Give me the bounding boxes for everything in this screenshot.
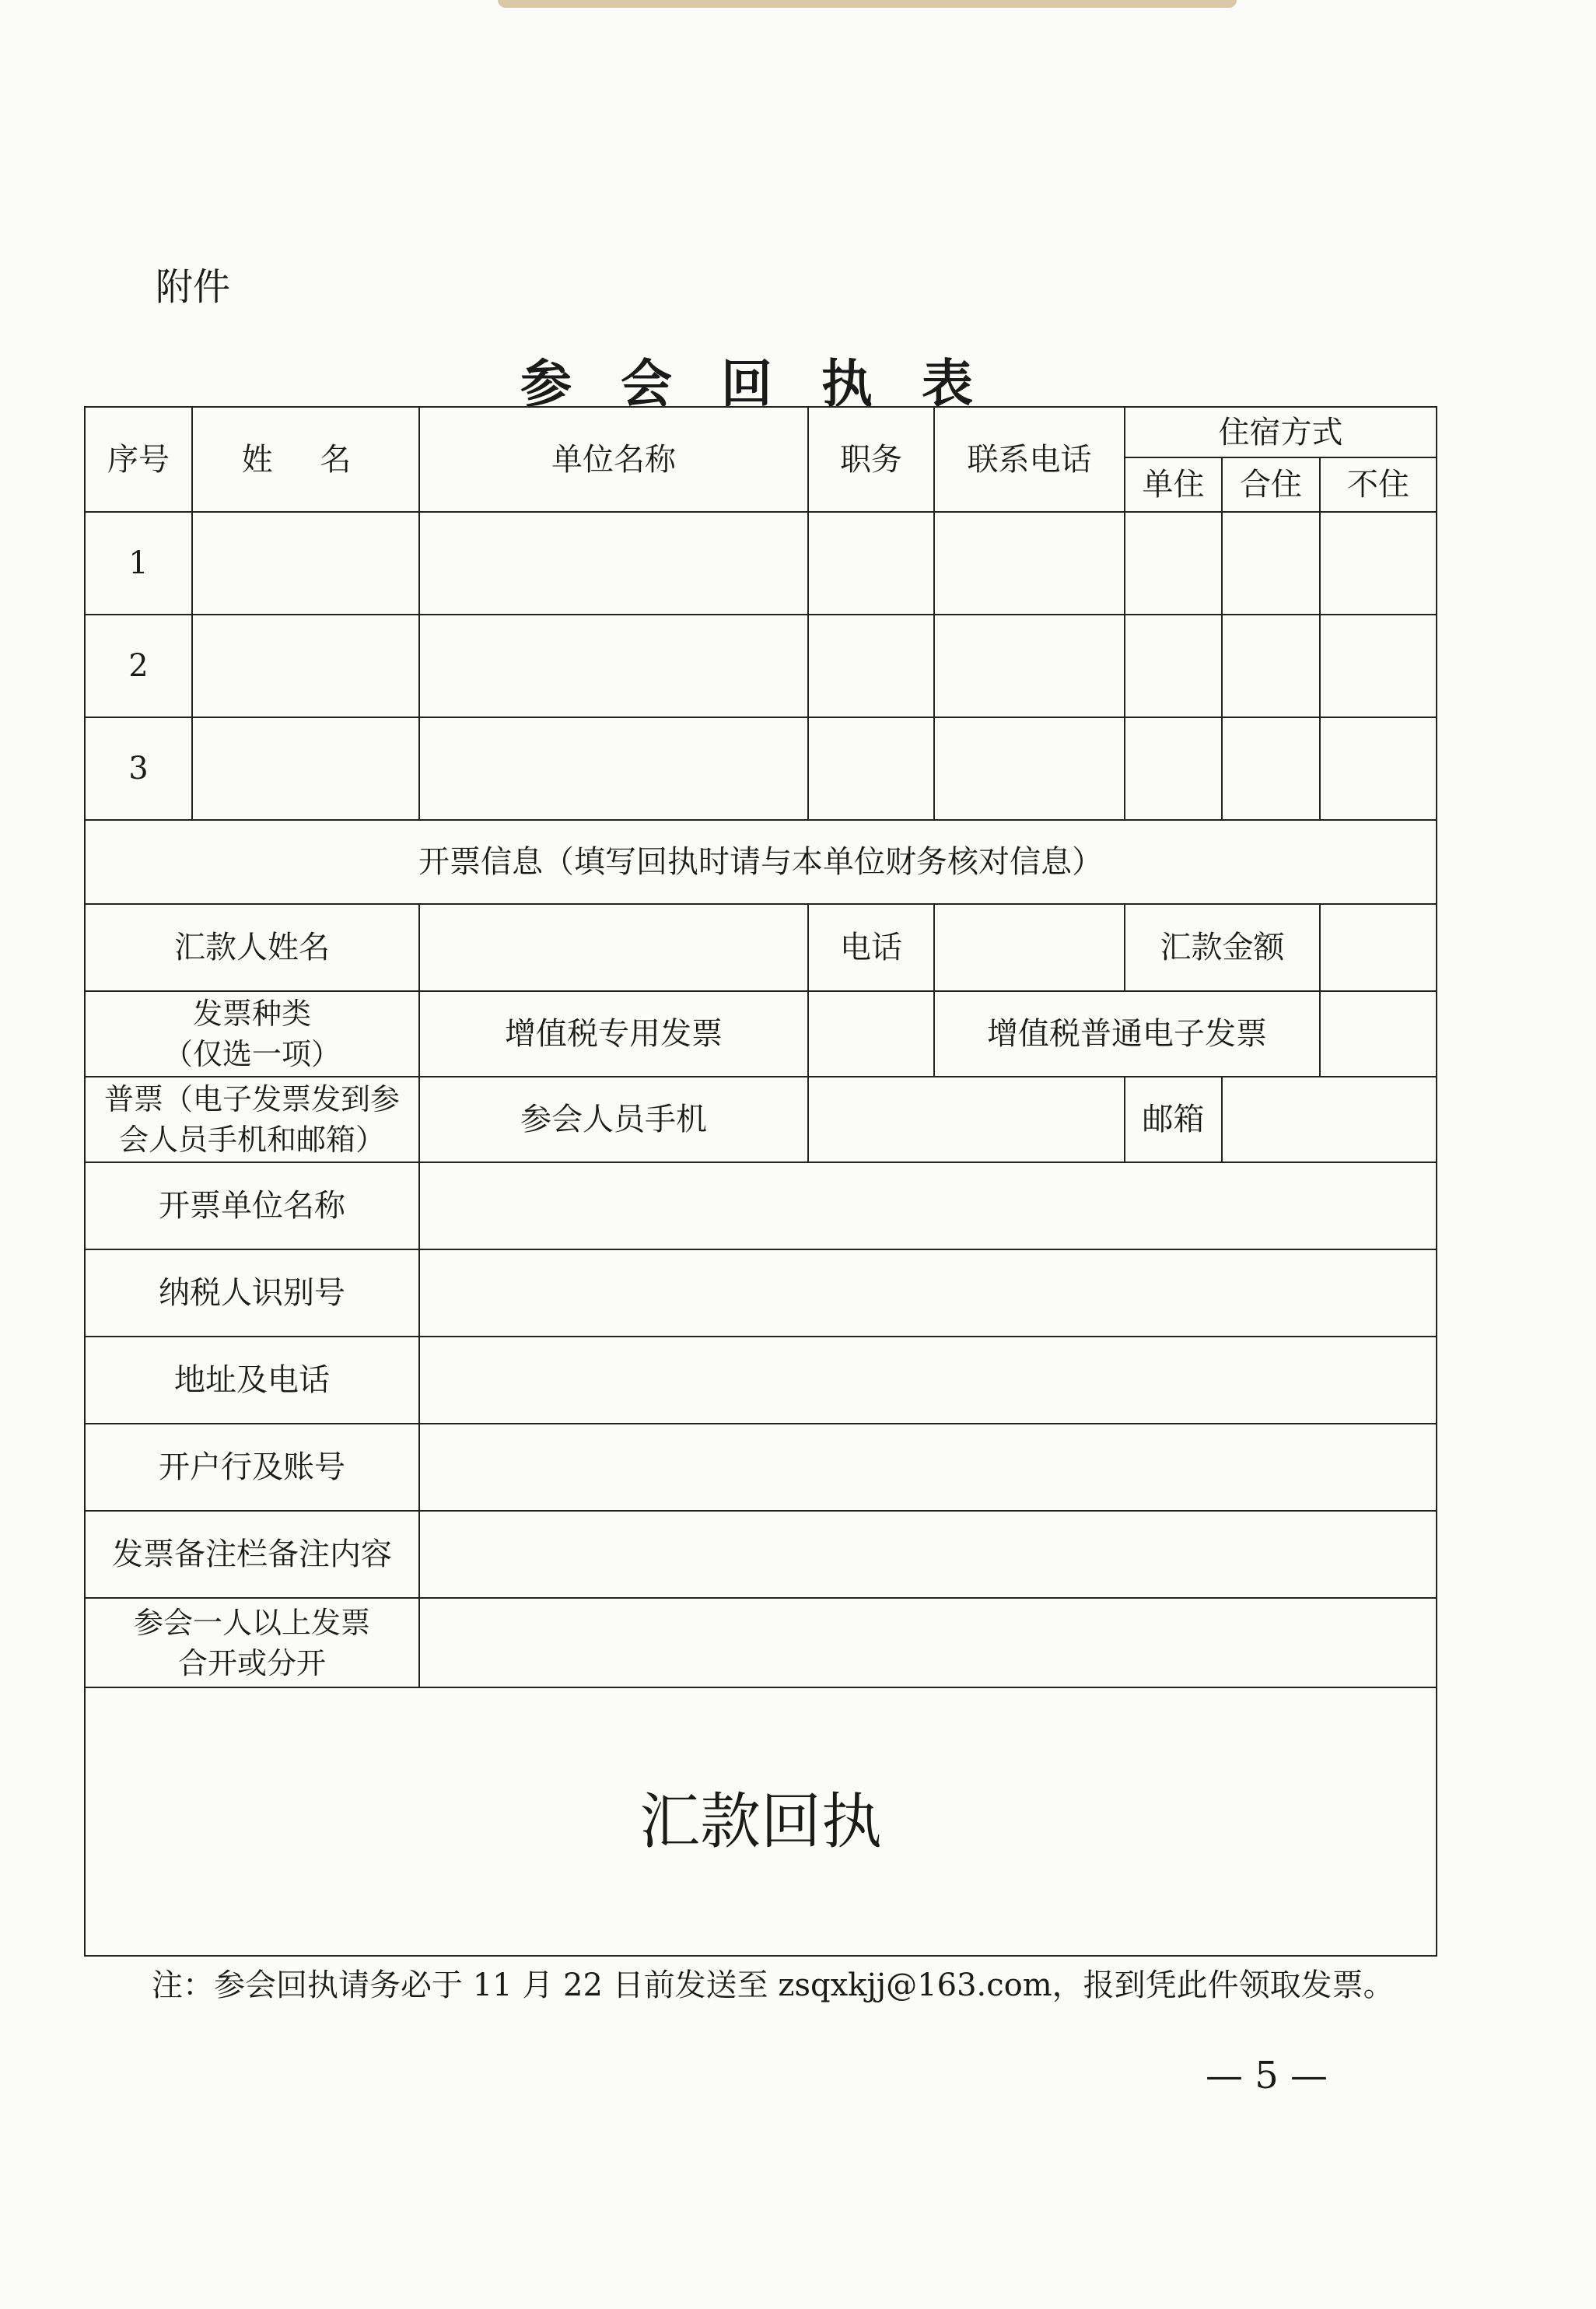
- unit-cell[interactable]: [419, 512, 808, 615]
- name-cell[interactable]: [192, 615, 419, 717]
- email-field[interactable]: [1222, 1077, 1437, 1162]
- lodging-shared-cell[interactable]: [1222, 615, 1320, 717]
- remittance-receipt-area[interactable]: 汇款回执: [85, 1687, 1437, 1956]
- amount-label: 汇款金额: [1125, 904, 1320, 991]
- name-cell[interactable]: [192, 717, 419, 820]
- taxpayer-id-field[interactable]: [419, 1249, 1437, 1337]
- address-phone-label: 地址及电话: [85, 1337, 419, 1424]
- row-number: 2: [85, 615, 192, 717]
- normal-invoice-label: [85, 1077, 419, 1162]
- company-name-field[interactable]: [419, 1162, 1437, 1249]
- attendee-mobile-field[interactable]: [808, 1077, 1125, 1162]
- header-seq: 序号: [85, 407, 192, 512]
- email-label: 邮箱: [1125, 1077, 1222, 1162]
- address-phone-field[interactable]: [419, 1337, 1437, 1424]
- vat-special-label: 增值税专用发票: [419, 991, 808, 1077]
- lodging-none-cell[interactable]: [1320, 615, 1437, 717]
- lodging-none: 不住: [1320, 457, 1437, 512]
- invoice-section-title: 开票信息（填写回执时请与本单位财务核对信息）: [85, 820, 1437, 904]
- attendee-mobile-label: 参会人员手机: [419, 1077, 808, 1162]
- vat-special-checkbox[interactable]: [808, 991, 934, 1077]
- taxpayer-id-label: 纳税人识别号: [85, 1249, 419, 1337]
- phone-cell[interactable]: [934, 512, 1125, 615]
- position-cell[interactable]: [808, 615, 934, 717]
- company-name-label: 开票单位名称: [85, 1162, 419, 1249]
- unit-cell[interactable]: [419, 615, 808, 717]
- lodging-shared-cell[interactable]: [1222, 717, 1320, 820]
- payer-phone-field[interactable]: [934, 904, 1125, 991]
- header-lodging: 住宿方式: [1125, 407, 1437, 457]
- header-position: 职务: [808, 407, 934, 512]
- header-unit: 单位名称: [419, 407, 808, 512]
- invoice-type-label-line2: （仅选一项）: [163, 1037, 341, 1071]
- unit-cell[interactable]: [419, 717, 808, 820]
- lodging-single-cell[interactable]: [1125, 615, 1222, 717]
- registration-form-table: [84, 406, 1437, 1957]
- vat-general-checkbox[interactable]: [1320, 991, 1437, 1077]
- multi-invoice-label-line1: 参会一人以上发票: [133, 1605, 370, 1640]
- amount-field[interactable]: [1320, 904, 1437, 991]
- page-number: — 5 —: [1206, 2054, 1328, 2097]
- header-phone: 联系电话: [934, 407, 1125, 512]
- attachment-label: 附件: [156, 265, 231, 309]
- normal-invoice-label-line1: 普票（电子发票发到参: [103, 1082, 400, 1116]
- phone-cell[interactable]: [934, 615, 1125, 717]
- multi-invoice-label-line2: 合开或分开: [177, 1645, 326, 1680]
- lodging-single: 单住: [1125, 457, 1222, 512]
- remarks-field[interactable]: [419, 1511, 1437, 1598]
- row-number: 3: [85, 717, 192, 820]
- header-name: 姓 名: [192, 407, 419, 512]
- payer-name-label: 汇款人姓名: [85, 904, 419, 991]
- lodging-shared: 合住: [1222, 457, 1320, 512]
- lodging-single-cell[interactable]: [1125, 717, 1222, 820]
- form-title: 参 会 回 执 表: [520, 353, 989, 414]
- multi-invoice-label: [85, 1598, 419, 1687]
- paper-edge-strip: [498, 0, 1237, 8]
- lodging-single-cell[interactable]: [1125, 512, 1222, 615]
- position-cell[interactable]: [808, 512, 934, 615]
- lodging-none-cell[interactable]: [1320, 717, 1437, 820]
- lodging-shared-cell[interactable]: [1222, 512, 1320, 615]
- footer-note: 注：参会回执请务必于 11 月 22 日前发送至 zsqxkjj@163.com，报到凭此件领取发票。: [152, 1967, 1395, 2003]
- payer-phone-label: 电话: [808, 904, 934, 991]
- lodging-none-cell[interactable]: [1320, 512, 1437, 615]
- invoice-type-label: [85, 991, 419, 1077]
- bank-account-label: 开户行及账号: [85, 1424, 419, 1511]
- normal-invoice-label-line2: 会人员手机和邮箱）: [118, 1123, 385, 1157]
- multi-invoice-field[interactable]: [419, 1598, 1437, 1687]
- invoice-type-label-line1: 发票种类: [192, 997, 311, 1031]
- position-cell[interactable]: [808, 717, 934, 820]
- name-cell[interactable]: [192, 512, 419, 615]
- vat-general-label: 增值税普通电子发票: [934, 991, 1320, 1077]
- remarks-label: 发票备注栏备注内容: [85, 1511, 419, 1598]
- row-number: 1: [85, 512, 192, 615]
- payer-name-field[interactable]: [419, 904, 808, 991]
- bank-account-field[interactable]: [419, 1424, 1437, 1511]
- phone-cell[interactable]: [934, 717, 1125, 820]
